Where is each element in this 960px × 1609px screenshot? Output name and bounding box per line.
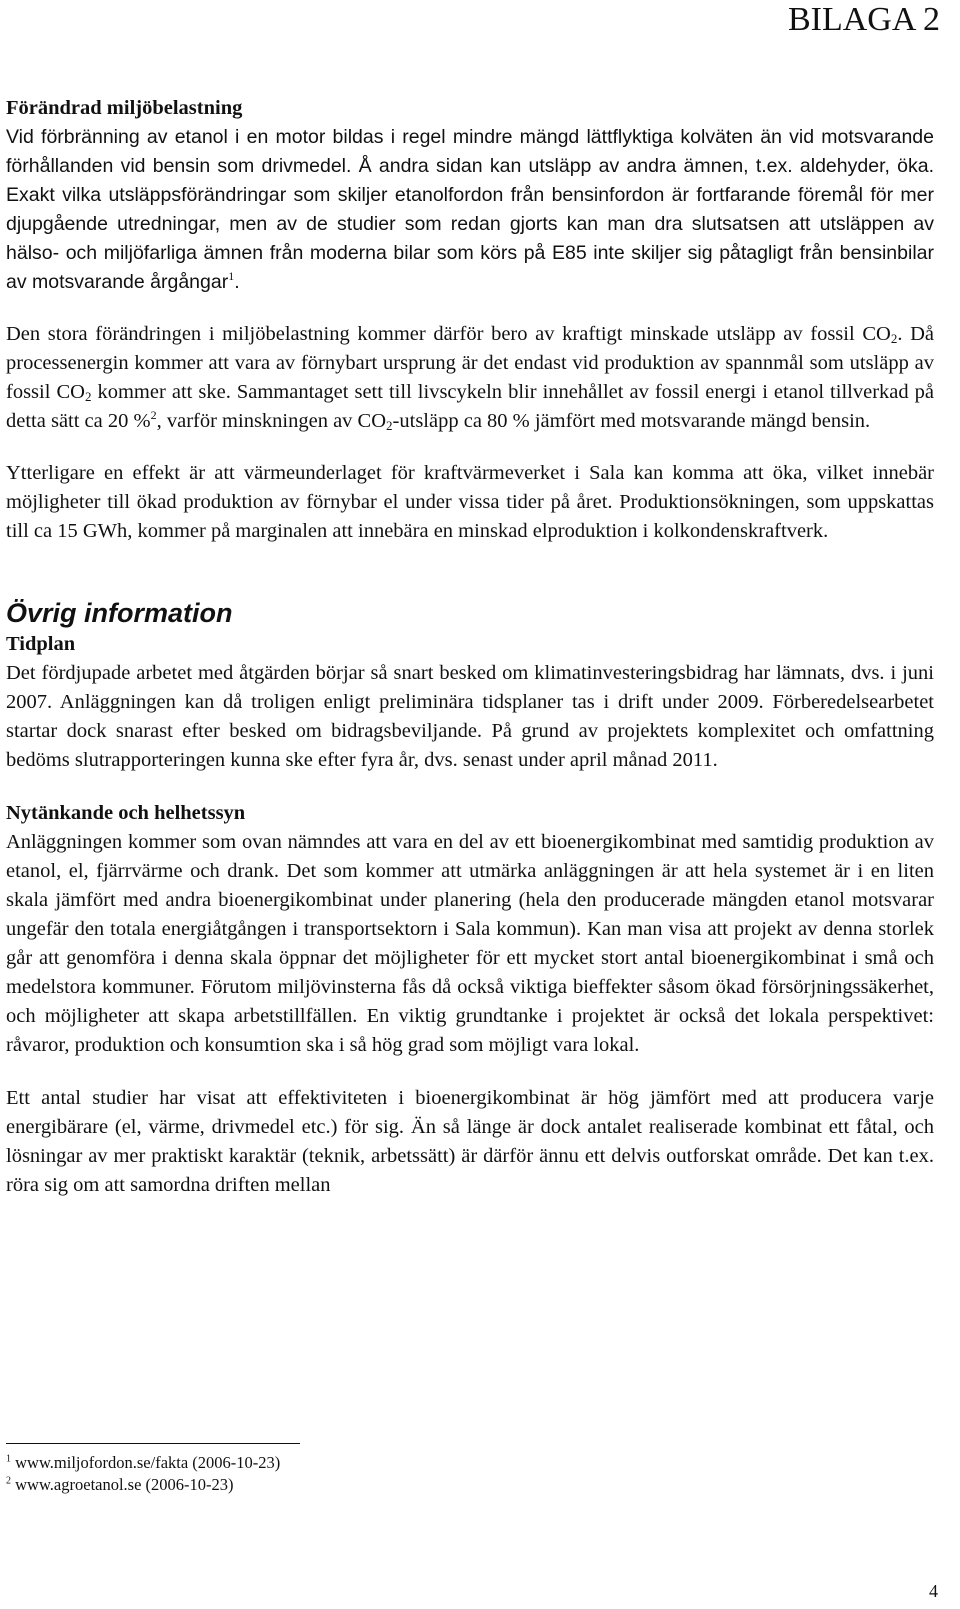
footnote-ref-1: 1 [228,269,235,284]
paragraph-nytankande: Anläggningen kommer som ovan nämndes att vara en del av ett bioenergikombinat med samtidig produktion av etanol, el, fjärrvärme och drank. Det som kommer att utmärka anläggningen är att hela systemet är i en liten skala jämfört med andra bioenergikombinat under planering (hela den producerade mängden etanol motsvarar ungefär den totala energiåtgången i transportsektorn i Sala kommun). Kan man visa att projekt av denna storlek går att genomföra i denna skala öppnar det möjligheter för ett mycket stort antal bioenergikombinat i små och medelstora kommuner. Förutom miljövinsterna fås då också viktiga bieffekter såsom ökad försörjningssäkerhet, och möjligheter att skapa arbetstillfällen. En viktig grundtanke i projektet är också det lokala perspektivet: råvaror, produktion och konsumtion ska i så hög grad som möjligt vara lokal. [6,831,934,1056]
co2-subscript: 2 [890,331,898,346]
footnote-2: $^2$ www.agroetanol.se (2006-10-23) [6,1475,234,1494]
co2-subscript: 2 [84,389,92,404]
page-number: 4 [929,1581,938,1601]
paragraph-co2 [6,320,934,436]
subheading-tidplan: Tidplan [6,633,76,655]
paragraph-emissions-intro: Vid förbränning av etanol i en motor bildas i regel mindre mängd lättflyktiga kolväten än vid motsvarande förhållanden vid bensin som drivmedel. Å andra sidan kan utsläpp av andra ämnen, t.ex. aldehyder, öka. [6,126,934,177]
document-body [6,94,934,1200]
co2-subscript: 2 [386,418,393,433]
footnote-1: $^1$ www.miljofordon.se/fakta (2006-10-23) [6,1453,281,1472]
footnote-divider [6,1443,300,1444]
paragraph-emissions [6,123,934,297]
co2-text-b: . Då processenergin kommer att vara av förnybart ursprung är det endast vid produktion av spannmål som utsläpp av fossil CO [6,323,934,403]
footnotes [6,1452,280,1496]
footnote-link: www.agroetanol.se (2006-10-23) [11,1475,234,1494]
co2-text-c: kommer att ske. Sammantaget sett till livscykeln blir innehållet av fossil energi i etanol tillverkad på detta sätt ca 20 % [6,381,934,432]
co2-text-a: Den stora förändringen i miljöbelastning kommer därför bero av kraftigt minskade utsläpp av fossil CO [6,323,891,345]
footnote-ref-2: 2 [150,408,157,423]
subheading-nytankande: Nytänkande och helhetssyn [6,802,246,824]
co2-text-d: , varför minskningen av CO [156,410,387,432]
section-heading-miljobelastning: Förändrad miljöbelastning [6,97,243,119]
section-title-ovrig-information: Övrig information [6,598,233,628]
page-header-title: BILAGA 2 [787,1,940,38]
paragraph-tidplan: Det fördjupade arbetet med åtgärden börjar så snart besked om klimatinvesteringsbidrag har lämnats, dvs. i juni 2007. Anläggningen kan då troligen enligt preliminära tidsplaner tas i drift under 2009. Förberedelsearbetet startar dock snarast efter besked om bidragsbeviljande. På grund av projektets komplexitet och omfattning bedöms slutrapporteringen kunna ske efter fyra år, dvs. senast under april månad 2011. [6,662,934,771]
paragraph-kraftvarme: Ytterligare en effekt är att värmeunderlaget för kraftvärmeverket i Sala kan komma att öka, vilket innebär möjligheter till ökad produktion av förnybar el under vissa tider på året. Produktionsökningen, som uppskattas till ca 15 GWh, kommer på marginalen att innebära en minskad elproduktion i kolkondenskraftverk. [6,462,934,542]
paragraph-studier: Ett antal studier har visat att effektiviteten i bioenergikombinat är hög jämfört med att producera varje energibärare (el, värme, drivmedel etc.) för sig. Än så länge är dock antalet realiserade kombinat ett fåtal, och lösningar av mer praktiskt karaktär (teknik, arbetssätt) är därför ännu ett delvis outforskat område. Det kan t.ex. röra sig om att samordna driften mellan [6,1087,934,1196]
paragraph-emissions-end: . [234,271,240,293]
paragraph-emissions-body: Exakt vilka utsläppsförändringar som skiljer etanolfordon från bensinfordon är fortfarande föremål för mer djupgående utredningar, men av de studier som redan gjorts kan man dra slutsatsen att utsläppen av hälso- och miljöfarliga ämnen från moderna bilar som körs på E85 inte skiljer sig påtagligt från bensinbilar av motsvarande årgångar [6,184,934,293]
footnote-link: www.miljofordon.se/fakta (2006-10-23) [11,1453,281,1472]
co2-text-e: -utsläpp ca 80 % jämfört med motsvarande mängd bensin. [392,410,871,432]
